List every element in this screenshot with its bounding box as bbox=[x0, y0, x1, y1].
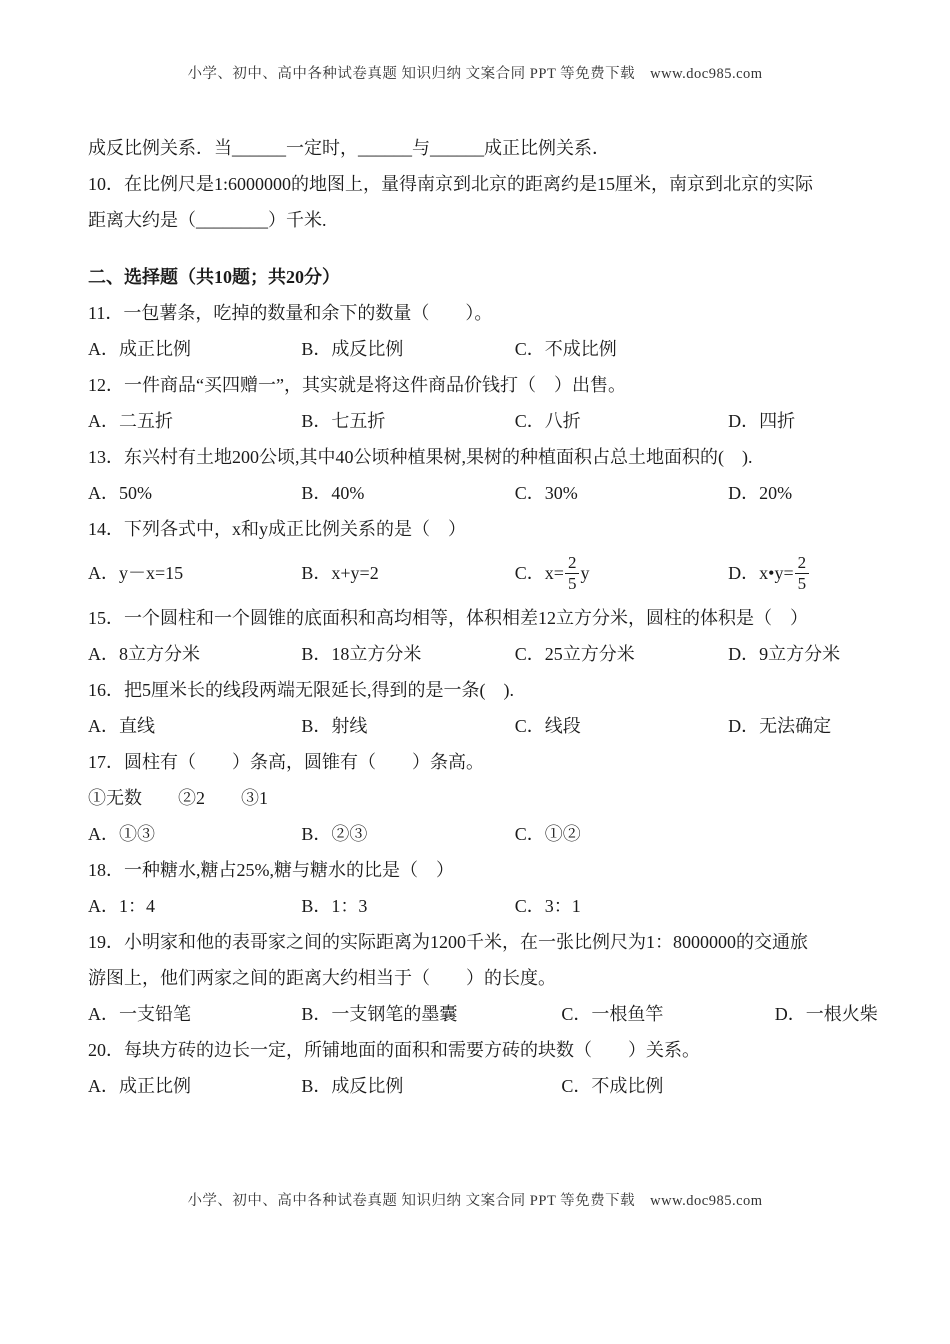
option-a: A．直线 bbox=[88, 715, 155, 736]
fraction-denominator: 5 bbox=[567, 573, 577, 593]
option-a: A．二五折 bbox=[88, 411, 173, 431]
question-text: 10．在比例尺是1:6000000的地图上，量得南京到北京的距离约是15厘米，南京到北京的实际 bbox=[88, 174, 813, 194]
option-b: B．x+y=2 bbox=[301, 563, 379, 584]
question-subchoices: ①无数 ②2 ③1 bbox=[88, 787, 268, 808]
option-a: A．y－x=15 bbox=[88, 563, 184, 584]
question-11 bbox=[88, 295, 864, 367]
option-b: B．成反比例 bbox=[301, 1075, 404, 1096]
question-20-options bbox=[88, 1068, 864, 1104]
question-16-options bbox=[88, 708, 864, 744]
fraction-numerator: 2 bbox=[565, 554, 580, 574]
question-text: 18．一种糖水,糖占25%,糖与糖水的比是（ ） bbox=[88, 859, 454, 880]
option-b: B．1：3 bbox=[301, 895, 368, 916]
question-17 bbox=[88, 744, 864, 852]
option-c: C．3：1 bbox=[514, 895, 581, 916]
question-text: 游图上，他们两家之间的距离大约相当于（ ）的长度。 bbox=[88, 967, 556, 988]
option-d: D．20% bbox=[728, 483, 793, 503]
option-a: A．8立方分米 bbox=[88, 643, 200, 664]
document-content bbox=[88, 130, 878, 1104]
question-text: 14．下列各式中，x和y成正比例关系的是（ ） bbox=[88, 519, 466, 539]
question-11-options bbox=[88, 331, 864, 367]
option-c: C．不成比例 bbox=[561, 1075, 664, 1096]
fraction-denominator: 5 bbox=[797, 573, 807, 593]
option-c-prefix: C．x= bbox=[514, 562, 564, 583]
option-b: B．射线 bbox=[301, 715, 368, 736]
fraction bbox=[795, 554, 810, 593]
question-text: 13．东兴村有土地200公顷,其中40公顷种植果树,果树的种植面积占总土地面积的( ). bbox=[88, 447, 753, 467]
question-14 bbox=[88, 511, 864, 593]
option-b: B．②③ bbox=[301, 823, 368, 844]
question-16 bbox=[88, 672, 864, 744]
question-18 bbox=[88, 852, 864, 924]
option-c: C．一根鱼竿 bbox=[561, 1003, 664, 1024]
option-a: A．一支铅笔 bbox=[88, 1003, 191, 1024]
page-header: 小学、初中、高中各种试卷真题 知识归纳 文案合同 PPT 等免费下载 www.doc985.com bbox=[187, 66, 763, 82]
option-c: C．八折 bbox=[514, 411, 581, 431]
question-18-options bbox=[88, 888, 864, 924]
fraction-numerator: 2 bbox=[795, 554, 810, 574]
question-12-options bbox=[88, 403, 864, 439]
question-text: 15．一个圆柱和一个圆锥的底面积和高均相等，体积相差12立方分米，圆柱的体积是（ ） bbox=[88, 607, 808, 628]
option-c: C．线段 bbox=[514, 715, 581, 736]
option-b: B．七五折 bbox=[301, 411, 386, 431]
option-d: D．一根火柴 bbox=[774, 1003, 878, 1024]
option-c: C．不成比例 bbox=[514, 339, 617, 359]
option-d: D．无法确定 bbox=[728, 715, 832, 736]
option-d: D．9立方分米 bbox=[728, 643, 841, 664]
question-12 bbox=[88, 367, 864, 439]
question-text: 12．一件商品“买四赠一”，其实就是将这件商品价钱打（ ）出售。 bbox=[88, 375, 626, 395]
option-a: A．50% bbox=[88, 483, 152, 503]
option-a: A．①③ bbox=[88, 823, 155, 844]
section-title: 二、选择题（共10题；共20分） bbox=[88, 267, 340, 287]
question-text: 16．把5厘米长的线段两端无限延长,得到的是一条( ). bbox=[88, 679, 514, 700]
question-text: 19．小明家和他的表哥家之间的实际距离为1200千米，在一张比例尺为1：8000000的交通旅 bbox=[88, 931, 808, 952]
question-19 bbox=[88, 924, 878, 1032]
option-d: D．四折 bbox=[728, 411, 796, 431]
option-c-suffix: y bbox=[580, 562, 590, 583]
option-c: C．①② bbox=[514, 823, 581, 844]
option-a: A．成正比例 bbox=[88, 1075, 191, 1096]
option-d bbox=[728, 554, 810, 593]
page-footer: 小学、初中、高中各种试卷真题 知识归纳 文案合同 PPT 等免费下载 www.doc985.com bbox=[187, 1193, 763, 1209]
question-14-options bbox=[88, 554, 864, 593]
option-b: B．一支钢笔的墨囊 bbox=[301, 1003, 458, 1024]
question-13 bbox=[88, 439, 864, 511]
option-b: B．40% bbox=[301, 483, 365, 503]
question-17-options bbox=[88, 816, 864, 852]
question-text: 20．每块方砖的边长一定，所铺地面的面积和需要方砖的块数（ ）关系。 bbox=[88, 1039, 700, 1060]
intro-line: 成反比例关系．当______一定时，______与______成正比例关系． bbox=[88, 138, 610, 158]
question-15-options bbox=[88, 636, 864, 672]
option-a: A．成正比例 bbox=[88, 339, 191, 359]
option-c: C．25立方分米 bbox=[514, 643, 635, 664]
option-a: A．1：4 bbox=[88, 895, 155, 916]
question-text: 距离大约是（________）千米. bbox=[88, 210, 327, 230]
question-text: 11．一包薯条，吃掉的数量和余下的数量（ ）。 bbox=[88, 303, 493, 323]
question-19-options bbox=[88, 996, 878, 1032]
option-c: C．30% bbox=[514, 483, 578, 503]
question-13-options bbox=[88, 475, 864, 511]
option-b: B．成反比例 bbox=[301, 339, 404, 359]
fraction bbox=[565, 554, 580, 593]
option-c bbox=[515, 554, 728, 593]
question-10 bbox=[88, 166, 864, 238]
option-b: B．18立方分米 bbox=[301, 643, 422, 664]
option-d-prefix: D．x•y= bbox=[728, 562, 794, 583]
question-20 bbox=[88, 1032, 864, 1104]
question-15 bbox=[88, 600, 864, 672]
question-text: 17．圆柱有（ ）条高，圆锥有（ ）条高。 bbox=[88, 751, 484, 772]
